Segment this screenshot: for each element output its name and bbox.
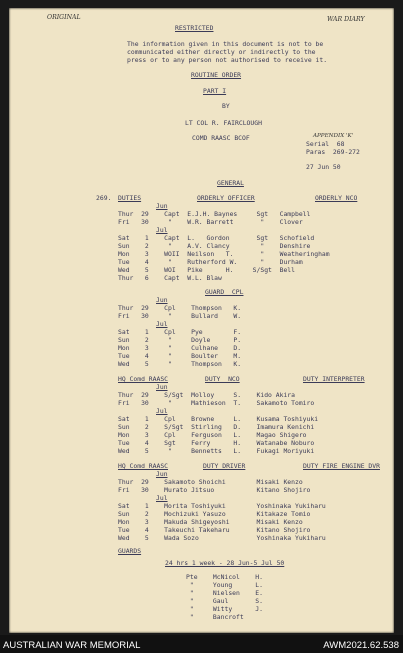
table-row: Fri 30 " Mathieson T. Sakamoto Tomiro — [118, 399, 315, 407]
paras-range: Paras 269-272 — [306, 148, 360, 156]
notice-line-2: communicated either directly or indirectly to the — [127, 48, 316, 56]
table-row: Fri 30 " W.R. Barrett " Clover — [118, 218, 303, 226]
list-item: " Bancroft — [186, 613, 244, 621]
footer-institution: AUSTRALIAN WAR MEMORIAL — [3, 640, 141, 651]
list-item: Pte McNicol H. — [186, 573, 263, 581]
table-row: Tue 4 Takeuchi Takeharu Kitano Shojiro — [118, 526, 311, 534]
duties-heading: DUTIES — [118, 194, 142, 202]
general-section-heading: GENERAL — [217, 179, 244, 187]
table-row: Thur 6 Capt W.L. Blaw — [118, 274, 222, 282]
table-row: Sun 2 S/Sgt Stirling D. Imamura Kenichi — [118, 423, 315, 431]
document-page — [9, 8, 394, 633]
table-row: Sat 1 Capt L. Gordon Sgt Schofield — [118, 234, 315, 242]
by-label: BY — [222, 102, 230, 110]
footer-catalogue-number: AWM2021.62.538 — [323, 640, 399, 651]
table-row: Tue 4 " Boulter M. — [118, 352, 242, 360]
table-row: Thur 29 Cpl Thompson K. — [118, 304, 242, 312]
archive-footer — [0, 635, 403, 653]
month-label: Jun — [156, 202, 168, 210]
table-row: Sun 2 " Doyle P. — [118, 336, 242, 344]
table-row: Tue 4 Sgt Ferry H. Watanabe Noburo — [118, 439, 315, 447]
table-row: Sat 1 Cpl Pye F. — [118, 328, 242, 336]
duty-driver-column-heading: DUTY DRIVER — [203, 462, 246, 470]
month-label: Jun — [156, 383, 168, 391]
routine-order-title: ROUTINE ORDER — [191, 71, 242, 79]
orderly-nco-column-heading: ORDERLY NCO — [315, 194, 358, 202]
hq-comd-heading: HQ Comd RAASC — [118, 462, 169, 470]
war-diary-handwritten-note: WAR DIARY — [327, 16, 365, 23]
list-item: " Gaul S. — [186, 597, 263, 605]
serial-number: Serial 68 — [306, 140, 345, 148]
table-row: Tue 4 " Rutherford W. " Durham — [118, 258, 303, 266]
original-handwritten-note: ORIGINAL — [47, 14, 81, 21]
table-row: Mon 3 Cpl Ferguson L. Magao Shigero — [118, 431, 307, 439]
appendix-handwritten-note: APPENDIX 'K' — [313, 133, 354, 139]
classification-heading: RESTRICTED — [175, 24, 214, 32]
notice-line-3: press or to any person not authorised to receive it. — [127, 56, 328, 64]
guards-period: 24 hrs 1 week - 28 Jun-5 Jul 50 — [165, 559, 285, 567]
list-item: " Nielsen E. — [186, 589, 263, 597]
table-row: Sun 2 " A.V. Clancy " Denshire — [118, 242, 311, 250]
officer-name: LT COL R. FAIRCLOUGH — [185, 119, 262, 127]
month-label: Jul — [156, 226, 168, 234]
month-label: Jun — [156, 296, 168, 304]
table-row: Sun 2 Mochizuki Yasuzo Kitakaze Tomio — [118, 510, 311, 518]
table-row: Mon 3 " Culhane D. — [118, 344, 242, 352]
guards-heading: GUARDS — [118, 547, 142, 555]
duty-nco-column-heading: DUTY NCO — [205, 375, 240, 383]
table-row: Fri 30 " Bullard W. — [118, 312, 242, 320]
part-title: PART I — [203, 87, 227, 95]
hq-comd-heading: HQ Comd RAASC — [118, 375, 169, 383]
paragraph-number: 269. — [96, 194, 112, 202]
table-row: Mon 3 WOII Neilson T. " Weatheringham — [118, 250, 330, 258]
table-row: Sat 1 Cpl Browne L. Kusama Toshiyuki — [118, 415, 319, 423]
table-row: Thur 29 S/Sgt Molloy S. Kido Akira — [118, 391, 295, 399]
table-row: Wed 5 WOI Pike H. S/Sgt Bell — [118, 266, 295, 274]
month-label: Jul — [156, 320, 168, 328]
month-label: Jun — [156, 470, 168, 478]
table-row: Thur 29 Capt E.J.H. Baynes Sgt Campbell — [118, 210, 311, 218]
duty-interpreter-column-heading: DUTY INTERPRETER — [303, 375, 365, 383]
order-date: 27 Jun 50 — [306, 163, 341, 171]
table-row: Fri 30 Murato Jitsuo Kitano Shojiro — [118, 486, 311, 494]
list-item: " Witty J. — [186, 605, 263, 613]
duty-fire-engine-column-heading: DUTY FIRE ENGINE DVR — [303, 462, 380, 470]
table-row: Thur 29 Sakamoto Shoichi Misaki Kenzo — [118, 478, 303, 486]
table-row: Wed 5 " Bennetts L. Fukagi Moriyuki — [118, 447, 315, 455]
month-label: Jul — [156, 494, 168, 502]
command-title: COMD RAASC BCOF — [192, 134, 250, 142]
orderly-officer-column-heading: ORDERLY OFFICER — [197, 194, 255, 202]
guard-cpl-heading: GUARD CPL — [205, 288, 244, 296]
table-row: Sat 1 Morita Toshiyuki Yoshinaka Yukiharu — [118, 502, 326, 510]
list-item: " Young L. — [186, 581, 263, 589]
notice-line-1: The information given in this document is not to be — [127, 40, 324, 48]
table-row: Wed 5 Wada Sozo Yoshinaka Yukiharu — [118, 534, 326, 542]
table-row: Mon 3 Makuda Shigeyoshi Misaki Kenzo — [118, 518, 303, 526]
month-label: Jul — [156, 407, 168, 415]
table-row: Wed 5 " Thompson K. — [118, 360, 242, 368]
